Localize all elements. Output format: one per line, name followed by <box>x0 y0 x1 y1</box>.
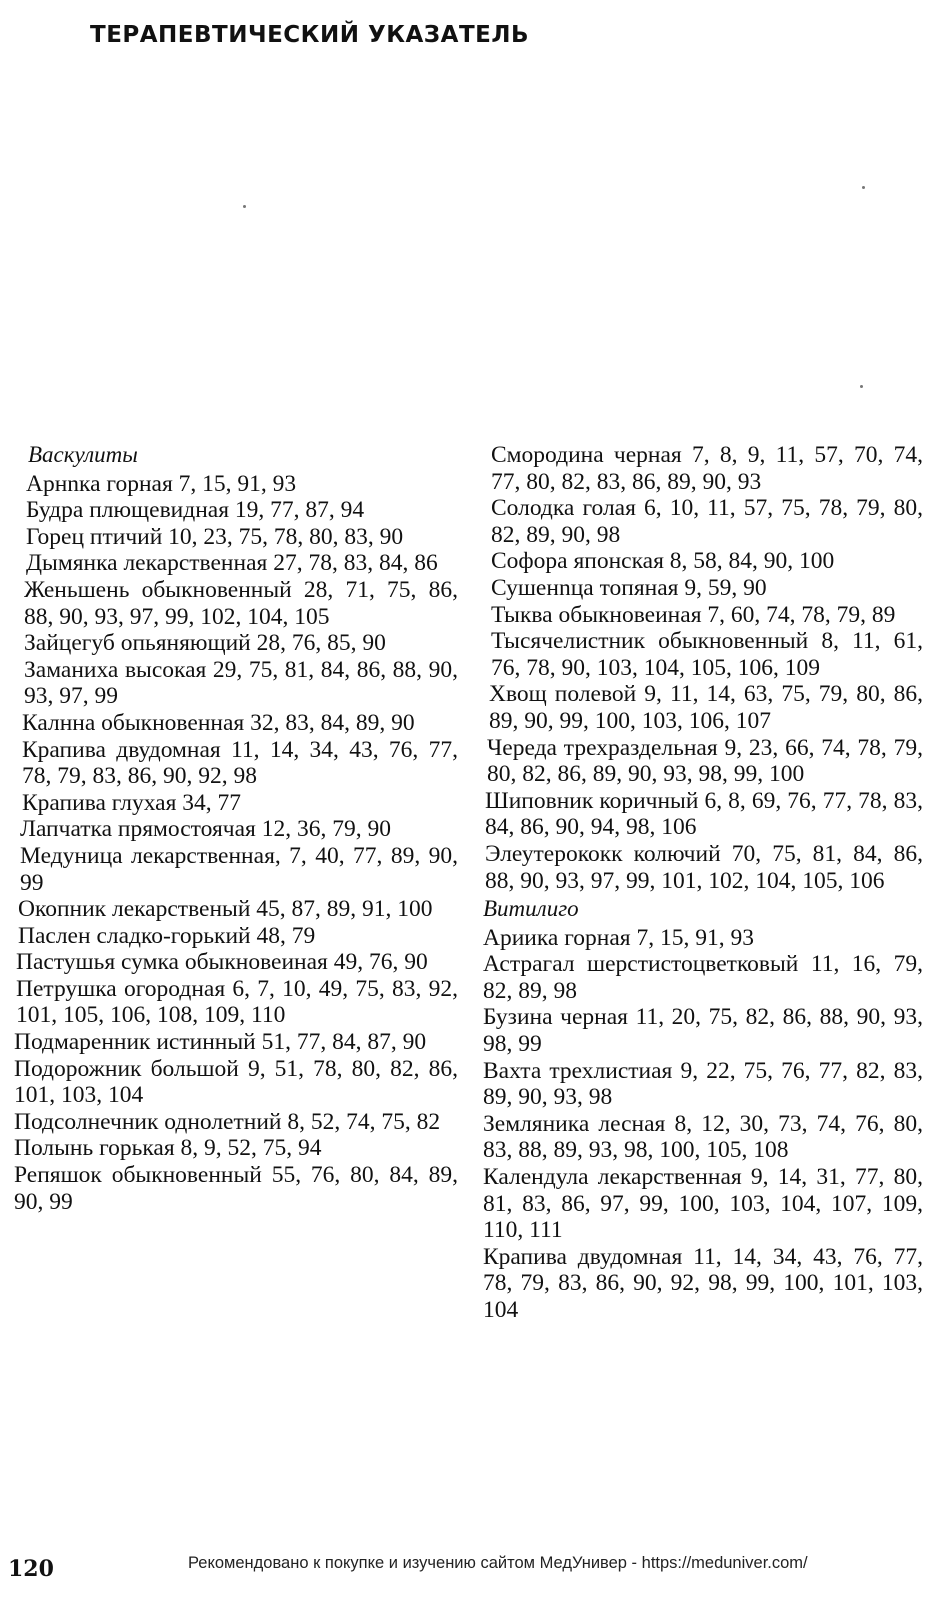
print-speck <box>860 385 863 388</box>
index-entry: Полынь горькая 8, 9, 52, 75, 94 <box>14 1135 322 1162</box>
index-entry: Будра плющевидная 19, 77, 87, 94 <box>26 497 365 524</box>
index-entry: Софора японская 8, 58, 84, 90, 100 <box>491 548 835 575</box>
index-entry: Солодка голая 6, 10, 11, 57, 75, 78, 79, 80, 82, 89, 90, 98 <box>491 495 923 548</box>
index-entry: Калнна обыкновенная 32, 83, 84, 89, 90 <box>22 709 415 736</box>
index-entry: Календула лекарственная 9, 14, 31, 77, 80, 81, 83, 86, 97, 99, 100, 103, 104, 107, 109, 110, 111 <box>483 1164 923 1244</box>
index-entry: Дымянка лекарственная 27, 78, 83, 84, 86 <box>26 550 438 577</box>
index-entry: Вахта трехлистиая 9, 22, 75, 76, 77, 82, 83, 89, 90, 93, 98 <box>483 1057 923 1111</box>
index-entry: Окопник лекарственый 45, 87, 89, 91, 100 <box>18 896 433 923</box>
watermark-text: Рекомендовано к покупке и изучению сайтом МедУнивер - https://meduniver.com/ <box>188 1554 808 1572</box>
index-entry: Заманиха высокая 29, 75, 81, 84, 86, 88, 90, 93, 97, 99 <box>24 656 458 710</box>
print-speck <box>243 205 246 208</box>
index-entry: Тысячелистник обыкновенный 8, 11, 61, 76, 78, 90, 103, 104, 105, 106, 109 <box>491 628 923 681</box>
index-entry: Паслен сладко-горький 48, 79 <box>18 922 316 949</box>
index-entry: Лапчатка прямостоячая 12, 36, 79, 90 <box>20 816 391 843</box>
index-entry: Пастушья сумка обыкновеиная 49, 76, 90 <box>16 949 428 976</box>
index-entry: Шиповник коричный 6, 8, 69, 76, 77, 78, 83, 84, 86, 90, 94, 98, 106 <box>485 787 923 841</box>
index-entry: Подорожник большой 9, 51, 78, 80, 82, 86, 101, 103, 104 <box>14 1055 458 1109</box>
index-entry: Арнnка горная 7, 15, 91, 93 <box>26 470 297 497</box>
right-column <box>483 442 923 1324</box>
section-title-vitiligo: Витилиго <box>483 896 579 922</box>
index-entry: Женьшень обыкновенный 28, 71, 75, 86, 88, 90, 93, 97, 99, 102, 104, 105 <box>24 576 458 630</box>
index-entry: Сушенnца топяная 9, 59, 90 <box>491 574 767 601</box>
index-entry: Ариика горная 7, 15, 91, 93 <box>483 924 754 951</box>
page-number: 120 <box>8 1556 54 1582</box>
index-entry: Земляника лесная 8, 12, 30, 73, 74, 76, 80, 83, 88, 89, 93, 98, 100, 105, 108 <box>483 1110 923 1164</box>
index-entry: Подмаренник истинный 51, 77, 84, 87, 90 <box>14 1029 427 1056</box>
index-entry: Зайцегуб опьяняющий 28, 76, 85, 90 <box>24 630 386 657</box>
section-title-vasculitis: Васкулиты <box>28 442 138 467</box>
index-entry: Крапива двудомная 11, 14, 34, 43, 76, 77, 78, 79, 83, 86, 90, 92, 98, 99, 100, 101, 103, 104 <box>483 1243 923 1323</box>
index-entry: Крапива двудомная 11, 14, 34, 43, 76, 77, 78, 79, 83, 86, 90, 92, 98 <box>22 736 458 790</box>
index-entry: Крапива глухая 34, 77 <box>22 789 242 816</box>
page-header-title: ТЕРАПЕВТИЧЕСКИЙ УКАЗАТЕЛЬ <box>90 22 529 48</box>
index-entry: Бузина черная 11, 20, 75, 82, 86, 88, 90, 93, 98, 99 <box>483 1004 923 1058</box>
index-entry: Тыква обыкновеиная 7, 60, 74, 78, 79, 89 <box>491 601 896 628</box>
index-entry: Смородина черная 7, 8, 9, 11, 57, 70, 74, 77, 80, 82, 83, 86, 89, 90, 93 <box>491 442 923 495</box>
index-entry: Медуница лекарственная, 7, 40, 77, 89, 90, 99 <box>20 842 458 896</box>
index-entry: Петрушка огородная 6, 7, 10, 49, 75, 83, 92, 101, 105, 106, 108, 109, 110 <box>16 975 458 1029</box>
print-speck <box>862 186 865 189</box>
index-entry: Горец птичий 10, 23, 75, 78, 80, 83, 90 <box>26 523 404 550</box>
index-entry: Подсолнечник однолетний 8, 52, 74, 75, 82 <box>14 1108 441 1135</box>
index-entry: Хвощ полевой 9, 11, 14, 63, 75, 79, 80, 86, 89, 90, 99, 100, 103, 106, 107 <box>489 681 923 734</box>
index-entry: Череда трехраздельная 9, 23, 66, 74, 78, 79, 80, 82, 86, 89, 90, 93, 98, 99, 100 <box>487 734 923 788</box>
left-column <box>14 442 458 1215</box>
index-entry: Элеутерококк колючий 70, 75, 81, 84, 86, 88, 90, 93, 97, 99, 101, 102, 104, 105, 106 <box>485 840 923 894</box>
index-entry: Астрагал шерстистоцветковый 11, 16, 79, 82, 89, 98 <box>483 951 923 1004</box>
index-entry: Репяшок обыкновенный 55, 76, 80, 84, 89, 90, 99 <box>14 1162 458 1215</box>
